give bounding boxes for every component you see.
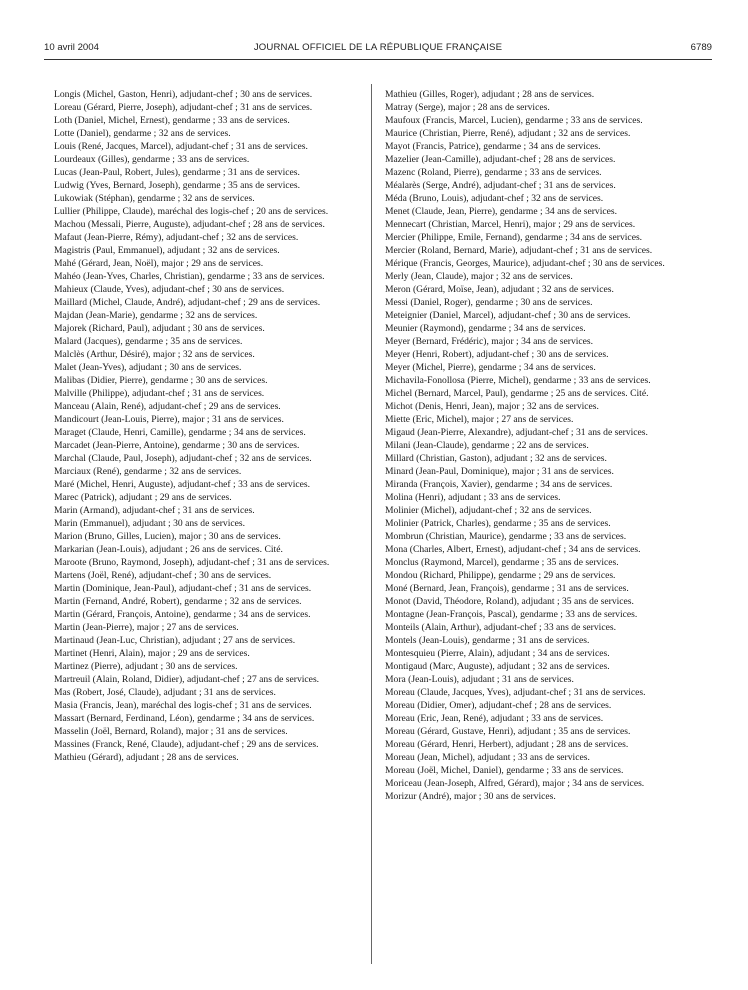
list-item: Martin (Fernand, André, Robert), gendarme ; 32 ans de services. [54, 596, 302, 607]
list-item: Masselin (Joël, Bernard, Roland), major ; 31 ans de services. [54, 726, 288, 737]
list-item: Maré (Michel, Henri, Auguste), adjudant-chef ; 33 ans de services. [54, 479, 311, 490]
list-item: Louis (René, Jacques, Marcel), adjudant-chef ; 31 ans de services. [54, 141, 308, 152]
list-item: Moreau (Joël, Michel, Daniel), gendarme ; 33 ans de services. [385, 765, 624, 776]
list-item: Lourdeaux (Gilles), gendarme ; 33 ans de services. [54, 154, 250, 165]
list-item: Maillard (Michel, Claude, André), adjudant-chef ; 29 ans de services. [54, 297, 321, 308]
list-item: Molinier (Patrick, Charles), gendarme ; 35 ans de services. [385, 518, 611, 529]
list-item: Martinaud (Jean-Luc, Christian), adjudant ; 27 ans de services. [54, 635, 296, 646]
list-item: Martinez (Pierre), adjudant ; 30 ans de services. [54, 661, 238, 672]
list-item: Massart (Bernard, Ferdinand, Léon), gendarme ; 34 ans de services. [54, 713, 315, 724]
list-item: Malet (Jean-Yves), adjudant ; 30 ans de services. [54, 362, 242, 373]
list-item: Moreau (Didier, Omer), adjudant-chef ; 28 ans de services. [385, 700, 612, 711]
list-item: Moné (Bernard, Jean, François), gendarme ; 31 ans de services. [385, 583, 629, 594]
list-item: Miranda (François, Xavier), gendarme ; 34 ans de services. [385, 479, 613, 490]
list-item: Mondou (Richard, Philippe), gendarme ; 29 ans de services. [385, 570, 616, 581]
header-title: JOURNAL OFFICIEL DE LA RÉPUBLIQUE FRANÇAISE [253, 42, 503, 53]
list-item: Meyer (Henri, Robert), adjudant-chef ; 30 ans de services. [385, 349, 609, 360]
list-item: Magistris (Paul, Emmanuel), adjudant ; 32 ans de services. [54, 245, 280, 256]
right-entry-list [385, 90, 694, 803]
list-item: Machou (Messali, Pierre, Auguste), adjudant-chef ; 28 ans de services. [54, 219, 325, 230]
list-item: Matray (Serge), major ; 28 ans de services. [385, 102, 550, 113]
list-item: Mahé (Gérard, Jean, Noël), major ; 29 ans de services. [54, 258, 264, 269]
list-item: Marin (Emmanuel), adjudant ; 30 ans de services. [54, 518, 246, 529]
page-number: 6789 [690, 42, 712, 53]
list-item: Mas (Robert, José, Claude), adjudant ; 31 ans de services. [54, 687, 276, 698]
list-item: Milani (Jean-Claude), gendarme ; 22 ans de services. [385, 440, 589, 451]
list-item: Martin (Dominique, Jean-Paul), adjudant-chef ; 31 ans de services. [54, 583, 312, 594]
list-item: Mona (Charles, Albert, Ernest), adjudant-chef ; 34 ans de services. [385, 544, 641, 555]
list-item: Malibas (Didier, Pierre), gendarme ; 30 ans de services. [54, 375, 268, 386]
list-item: Moreau (Claude, Jacques, Yves), adjudant-chef ; 31 ans de services. [385, 687, 646, 698]
list-item: Longis (Michel, Gaston, Henri), adjudant-chef ; 30 ans de services. [54, 89, 313, 100]
list-item: Meteignier (Daniel, Marcel), adjudant-chef ; 30 ans de services. [385, 310, 631, 321]
list-item: Markarian (Jean-Louis), adjudant ; 26 ans de services. Cité. [54, 544, 283, 555]
list-item: Loreau (Gérard, Pierre, Joseph), adjudant-chef ; 31 ans de services. [54, 102, 313, 113]
list-item: Morizur (André), major ; 30 ans de services. [385, 791, 556, 802]
left-column [54, 90, 363, 766]
list-item: Meron (Gérard, Moïse, Jean), adjudant ; 32 ans de services. [385, 284, 614, 295]
list-item: Martinet (Henri, Alain), major ; 29 ans de services. [54, 648, 250, 659]
list-item: Montels (Jean-Louis), gendarme ; 31 ans de services. [385, 635, 590, 646]
list-item: Marion (Bruno, Gilles, Lucien), major ; 30 ans de services. [54, 531, 281, 542]
list-item: Montigaud (Marc, Auguste), adjudant ; 32 ans de services. [385, 661, 610, 672]
list-item: Mercier (Philippe, Emile, Fernand), gendarme ; 34 ans de services. [385, 232, 643, 243]
list-item: Menet (Claude, Jean, Pierre), gendarme ; 34 ans de services. [385, 206, 618, 217]
list-item: Mercier (Roland, Bernard, Marie), adjudant-chef ; 31 ans de services. [385, 245, 653, 256]
page-header [44, 42, 712, 56]
list-item: Montesquieu (Pierre, Alain), adjudant ; 34 ans de services. [385, 648, 610, 659]
list-item: Molinier (Michel), adjudant-chef ; 32 ans de services. [385, 505, 592, 516]
header-rule [44, 59, 712, 60]
list-item: Marec (Patrick), adjudant ; 29 ans de services. [54, 492, 232, 503]
list-item: Mathieu (Gilles, Roger), adjudant ; 28 ans de services. [385, 89, 595, 100]
list-item: Monclus (Raymond, Marcel), gendarme ; 35 ans de services. [385, 557, 619, 568]
list-item: Martin (Jean-Pierre), major ; 27 ans de services. [54, 622, 239, 633]
list-item: Moriceau (Jean-Joseph, Alfred, Gérard), major ; 34 ans de services. [385, 778, 645, 789]
left-entry-list [54, 90, 363, 764]
list-item: Mennecart (Christian, Marcel, Henri), major ; 29 ans de services. [385, 219, 636, 230]
list-item: Marchal (Claude, Paul, Joseph), adjudant-chef ; 32 ans de services. [54, 453, 312, 464]
list-item: Maufoux (Francis, Marcel, Lucien), gendarme ; 33 ans de services. [385, 115, 643, 126]
list-item: Marin (Armand), adjudant-chef ; 31 ans de services. [54, 505, 255, 516]
list-item: Monteils (Alain, Arthur), adjudant-chef ; 33 ans de services. [385, 622, 616, 633]
list-item: Malclès (Arthur, Désiré), major ; 32 ans de services. [54, 349, 255, 360]
list-item: Meunier (Raymond), gendarme ; 34 ans de services. [385, 323, 586, 334]
list-item: Martreuil (Alain, Roland, Didier), adjudant-chef ; 27 ans de services. [54, 674, 320, 685]
list-item: Messi (Daniel, Roger), gendarme ; 30 ans de services. [385, 297, 593, 308]
list-item: Masia (Francis, Jean), maréchal des logis-chef ; 31 ans de services. [54, 700, 312, 711]
list-item: Mahieux (Claude, Yves), adjudant-chef ; 30 ans de services. [54, 284, 285, 295]
list-item: Miette (Eric, Michel), major ; 27 ans de services. [385, 414, 574, 425]
list-item: Migaud (Jean-Pierre, Alexandre), adjudant-chef ; 31 ans de services. [385, 427, 648, 438]
list-item: Malville (Philippe), adjudant-chef ; 31 ans de services. [54, 388, 265, 399]
list-item: Loth (Daniel, Michel, Ernest), gendarme ; 33 ans de services. [54, 115, 290, 126]
list-item: Lukowiak (Stéphan), gendarme ; 32 ans de services. [54, 193, 255, 204]
list-item: Mazelier (Jean-Camille), adjudant-chef ; 28 ans de services. [385, 154, 616, 165]
list-item: Moreau (Gérard, Gustave, Henri), adjudant ; 35 ans de services. [385, 726, 631, 737]
list-item: Majorek (Richard, Paul), adjudant ; 30 ans de services. [54, 323, 265, 334]
list-item: Lucas (Jean-Paul, Robert, Jules), gendarme ; 31 ans de services. [54, 167, 300, 178]
list-item: Martens (Joël, René), adjudant-chef ; 30 ans de services. [54, 570, 272, 581]
list-item: Ludwig (Yves, Bernard, Joseph), gendarme ; 35 ans de services. [54, 180, 301, 191]
list-item: Maroote (Bruno, Raymond, Joseph), adjudant-chef ; 31 ans de services. [54, 557, 330, 568]
list-item: Marcadet (Jean-Pierre, Antoine), gendarme ; 30 ans de services. [54, 440, 300, 451]
list-item: Manceau (Alain, René), adjudant-chef ; 29 ans de services. [54, 401, 281, 412]
list-item: Michavila-Fonollosa (Pierre, Michel), gendarme ; 33 ans de services. [385, 375, 651, 386]
list-item: Merly (Jean, Claude), major ; 32 ans de services. [385, 271, 573, 282]
list-item: Minard (Jean-Paul, Dominique), major ; 31 ans de services. [385, 466, 614, 477]
list-item: Majdan (Jean-Marie), gendarme ; 32 ans de services. [54, 310, 258, 321]
column-divider [371, 84, 372, 964]
list-item: Millard (Christian, Gaston), adjudant ; 32 ans de services. [385, 453, 607, 464]
list-item: Moreau (Gérard, Henri, Herbert), adjudant ; 28 ans de services. [385, 739, 629, 750]
list-item: Mombrun (Christian, Maurice), gendarme ; 33 ans de services. [385, 531, 627, 542]
list-item: Michot (Denis, Henri, Jean), major ; 32 ans de services. [385, 401, 599, 412]
header-date: 10 avril 2004 [44, 42, 99, 53]
list-item: Mazenc (Roland, Pierre), gendarme ; 33 ans de services. [385, 167, 602, 178]
list-item: Marciaux (René), gendarme ; 32 ans de services. [54, 466, 242, 477]
list-item: Maurice (Christian, Pierre, René), adjudant ; 32 ans de services. [385, 128, 631, 139]
list-item: Moreau (Jean, Michel), adjudant ; 33 ans de services. [385, 752, 590, 763]
list-item: Martin (Gérard, François, Antoine), gendarme ; 34 ans de services. [54, 609, 311, 620]
list-item: Molina (Henri), adjudant ; 33 ans de services. [385, 492, 561, 503]
list-item: Monot (David, Théodore, Roland), adjudant ; 35 ans de services. [385, 596, 634, 607]
list-item: Moreau (Eric, Jean, René), adjudant ; 33 ans de services. [385, 713, 604, 724]
list-item: Montagne (Jean-François, Pascal), gendarme ; 33 ans de services. [385, 609, 638, 620]
list-item: Meyer (Bernard, Frédéric), major ; 34 ans de services. [385, 336, 594, 347]
list-item: Mandicourt (Jean-Louis, Pierre), major ; 31 ans de services. [54, 414, 284, 425]
list-item: Maraget (Claude, Henri, Camille), gendarme ; 34 ans de services. [54, 427, 306, 438]
list-item: Mérique (Francis, Georges, Maurice), adjudant-chef ; 30 ans de services. [385, 258, 665, 269]
list-item: Lotte (Daniel), gendarme ; 32 ans de services. [54, 128, 231, 139]
list-item: Mahéo (Jean-Yves, Charles, Christian), gendarme ; 33 ans de services. [54, 271, 325, 282]
list-item: Mayot (Francis, Patrice), gendarme ; 34 ans de services. [385, 141, 601, 152]
list-item: Méalarès (Serge, André), adjudant-chef ; 31 ans de services. [385, 180, 616, 191]
list-item: Lullier (Philippe, Claude), maréchal des logis-chef ; 20 ans de services. [54, 206, 329, 217]
list-item: Mora (Jean-Louis), adjudant ; 31 ans de services. [385, 674, 574, 685]
list-item: Mathieu (Gérard), adjudant ; 28 ans de services. [54, 752, 239, 763]
list-item: Meyer (Michel, Pierre), gendarme ; 34 ans de services. [385, 362, 596, 373]
list-item: Mafaut (Jean-Pierre, Rémy), adjudant-chef ; 32 ans de services. [54, 232, 299, 243]
list-item: Malard (Jacques), gendarme ; 35 ans de services. [54, 336, 243, 347]
list-item: Massines (Franck, René, Claude), adjudant-chef ; 29 ans de services. [54, 739, 319, 750]
list-item: Méda (Bruno, Louis), adjudant-chef ; 32 ans de services. [385, 193, 604, 204]
list-item: Michel (Bernard, Marcel, Paul), gendarme ; 25 ans de services. Cité. [385, 388, 649, 399]
right-column [385, 90, 694, 805]
